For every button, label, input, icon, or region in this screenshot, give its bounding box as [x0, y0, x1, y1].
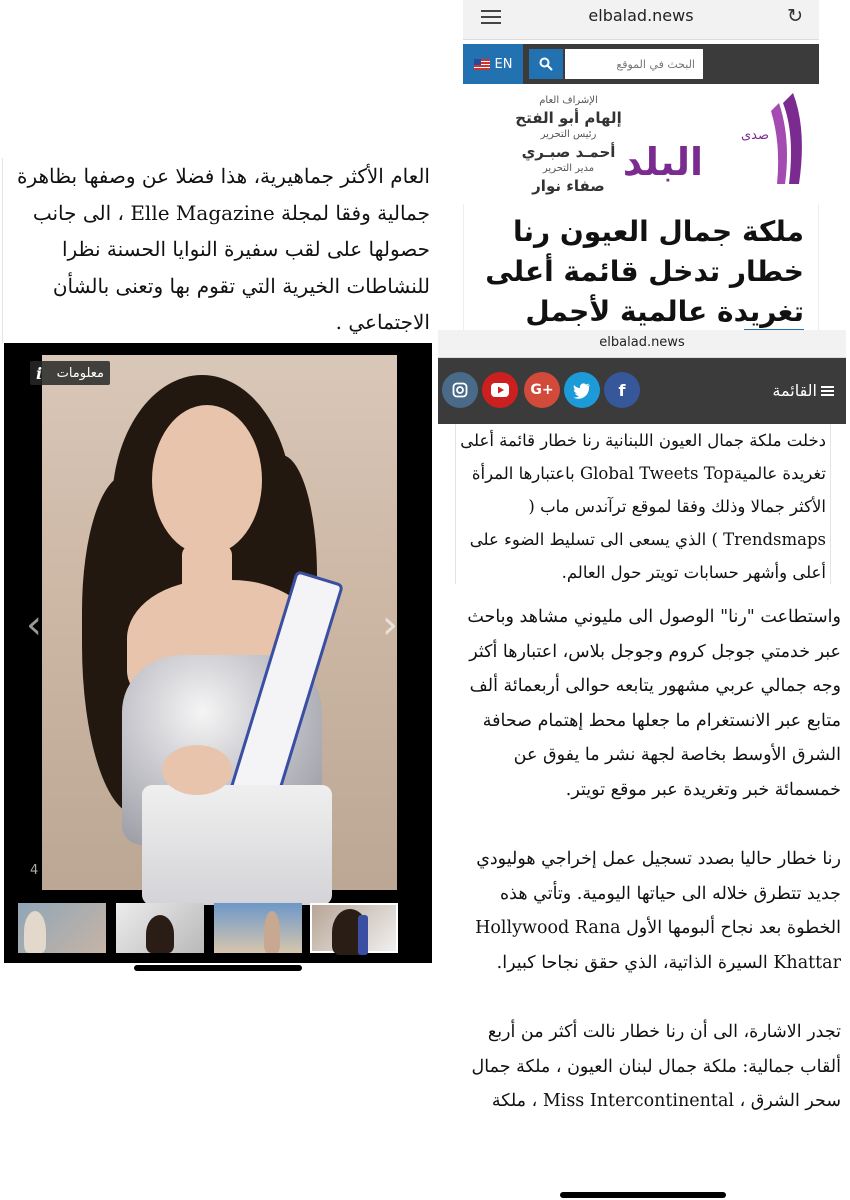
site-logo[interactable] — [622, 89, 815, 194]
site-header-bar — [463, 44, 819, 84]
home-indicator-bar — [560, 1192, 726, 1198]
instagram-icon[interactable] — [442, 372, 478, 408]
us-flag-icon — [474, 59, 490, 70]
article-headline: ملكة جمال العيون رنا خطار تدخل قائمة أعلى تغريدة عالمية لأجمل — [485, 215, 804, 328]
gallery-thumbnail[interactable] — [18, 903, 106, 953]
article-body — [445, 600, 841, 1154]
home-indicator-bar — [134, 965, 302, 971]
browser-address-bar[interactable] — [463, 0, 819, 40]
elbalad-logo-icon — [622, 89, 815, 194]
browser-address-bar-secondary[interactable] — [438, 330, 846, 358]
search-button[interactable] — [529, 49, 563, 79]
google-plus-icon[interactable]: G+ — [524, 372, 560, 408]
language-label: EN — [494, 56, 513, 72]
credit-role: مدير التحرير — [542, 163, 595, 174]
info-label: معلومات — [56, 365, 104, 381]
credit-name: أحمـد صبـري — [521, 143, 616, 161]
headline-box — [463, 204, 819, 332]
article-paragraph: تجدر الاشارة، الى أن رنا خطار نالت أكثر من أربع ألقاب جمالية: ملكة جمال لبنان العيون ، ملكة جمال سحر الشرق ، Miss Intercontinental ، ملكة — [471, 1022, 841, 1111]
youtube-icon[interactable] — [482, 372, 518, 408]
credit-name: صفاء نوار — [532, 177, 605, 195]
image-gallery[interactable] — [4, 343, 432, 963]
gallery-thumbnail-active[interactable] — [310, 903, 398, 953]
gallery-thumbnail[interactable] — [116, 903, 204, 953]
gallery-next-arrow-icon[interactable]: › — [382, 602, 398, 648]
article-paragraph: رنا خطار حاليا بصدد تسجيل عمل إخراجي هوليودي جديد تتطرق خلاله الى حياتها اليومية. وتأتي هذه الخطوة بعد نجاح ألبومها الأول Hollywood Rana Khattar السيرة الذاتية، الذي حقق نجاحا كبيرا. — [475, 849, 841, 973]
credit-role: الإشراف العام — [539, 95, 598, 106]
article-intro: دخلت ملكة جمال العيون اللبنانية رنا خطار قائمة أعلى تغريدة عالميةGlobal Tweets Top باعتبارها المرأة الأكثر جمالا وذلك وفقا لموقع ترآندس ماب ( Trendsmaps ) الذي يسعى الى تسليط الضوء على أعلى وأشهر حسابات تويتر حول العالم. — [455, 424, 831, 584]
url-text[interactable]: elbalad.news — [599, 335, 685, 350]
menu-label: القائمة — [772, 381, 817, 400]
info-badge[interactable] — [30, 361, 110, 385]
editorial-credits — [501, 94, 636, 196]
gallery-thumbnails — [18, 903, 402, 953]
reload-icon[interactable]: ↻ — [787, 5, 803, 27]
gallery-prev-arrow-icon[interactable]: ‹ — [26, 602, 42, 648]
logo-text: البلد — [622, 140, 703, 184]
logo-small-text: صدى — [741, 128, 770, 143]
hamburger-icon — [821, 384, 834, 398]
credit-name: إلهام أبو الفتح — [515, 109, 622, 127]
masthead — [463, 84, 819, 204]
gallery-main-photo[interactable] — [42, 355, 397, 890]
gallery-thumbnail[interactable] — [214, 903, 302, 953]
left-screenshot-panel — [2, 158, 432, 983]
facebook-icon[interactable]: f — [604, 372, 640, 408]
url-text[interactable]: elbalad.news — [588, 6, 694, 25]
twitter-icon[interactable] — [564, 372, 600, 408]
language-button[interactable] — [463, 44, 523, 84]
search-icon — [539, 57, 553, 71]
article-paragraph-continued: العام الأكثر جماهيرية، هذا فضلا عن وصفها بظاهرة جمالية وفقا لمجلة Elle Magazine ، الى جانب حصولها على لقب سفيرة النوايا الحسنة نظرا للنشاطات الخيرية التي تقوم بها وتعنى بالشأن الاجتماعي . — [2, 158, 432, 343]
site-search-input[interactable] — [565, 49, 703, 79]
gallery-counter: 4 — [30, 863, 39, 878]
info-icon: i — [36, 363, 43, 383]
menu-button[interactable] — [772, 381, 834, 400]
article-paragraph: واستطاعت "رنا" الوصول الى مليوني مشاهد وباحث عبر خدمتي جوجل كروم وجوجل بلاس، اعتبارها أكثر وجه جمالي عربي مشهور يتابعه حوالى أربعمائة ألف متابع عبر الانستغرام ما جعلها محط إهتمام صحافة الشرق الأوسط بخاصة لجهة نشر ما يفوق عن خمسمائة خبر وتغريدة عبر موقع تويتر. — [467, 607, 841, 800]
credit-role: رئيس التحرير — [540, 129, 597, 140]
social-nav-bar — [438, 358, 846, 424]
